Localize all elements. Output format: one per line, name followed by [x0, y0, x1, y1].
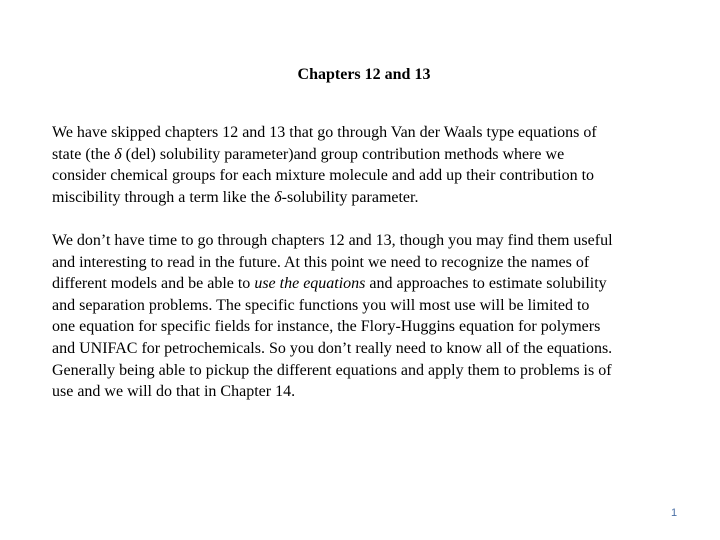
text-fragment: and approaches to estimate solubility	[365, 275, 607, 293]
text-line: consider chemical groups for each mixture molecule and add up their contribution to	[52, 167, 595, 185]
delta-symbol: δ	[114, 145, 122, 163]
text-line: We don’t have time to go through chapters 12 and 13, though you may find them useful	[52, 232, 613, 249]
text-fragment: miscibility through a term like the	[52, 188, 275, 206]
text-line: Generally being able to pickup the different equations and apply them to problems is of	[52, 361, 612, 379]
text-line	[52, 144, 692, 166]
delta-symbol: δ	[274, 188, 282, 206]
page-number: 1	[670, 507, 678, 519]
text-line: and separation problems. The specific functions you will most use will be limited to	[52, 296, 590, 314]
text-line: and interesting to read in the future. At this point we need to recognize the names of	[52, 253, 590, 271]
text-line: one equation for specific fields for instance, the Flory-Huggins equation for polymers	[52, 318, 601, 336]
slide-title: Chapters 12 and 13	[297, 66, 431, 83]
text-line: use and we will do that in Chapter 14.	[52, 383, 296, 401]
text-fragment: state (the	[52, 145, 115, 163]
text-line: and UNIFAC for petrochemicals. So you don’t really need to know all of the equations.	[52, 339, 613, 357]
text-fragment: -solubility parameter.	[281, 188, 419, 206]
text-line	[52, 187, 692, 209]
text-fragment: different models and be able to	[52, 275, 255, 293]
emphasized-text: use the equations	[254, 275, 366, 293]
text-line	[52, 273, 692, 295]
paragraph-skipped-chapters	[52, 122, 692, 208]
paragraph-no-time	[52, 230, 692, 403]
text-fragment: (del) solubility parameter)and group contribution methods where we	[121, 145, 565, 163]
text-line: We have skipped chapters 12 and 13 that go through Van der Waals type equations of	[52, 124, 597, 141]
